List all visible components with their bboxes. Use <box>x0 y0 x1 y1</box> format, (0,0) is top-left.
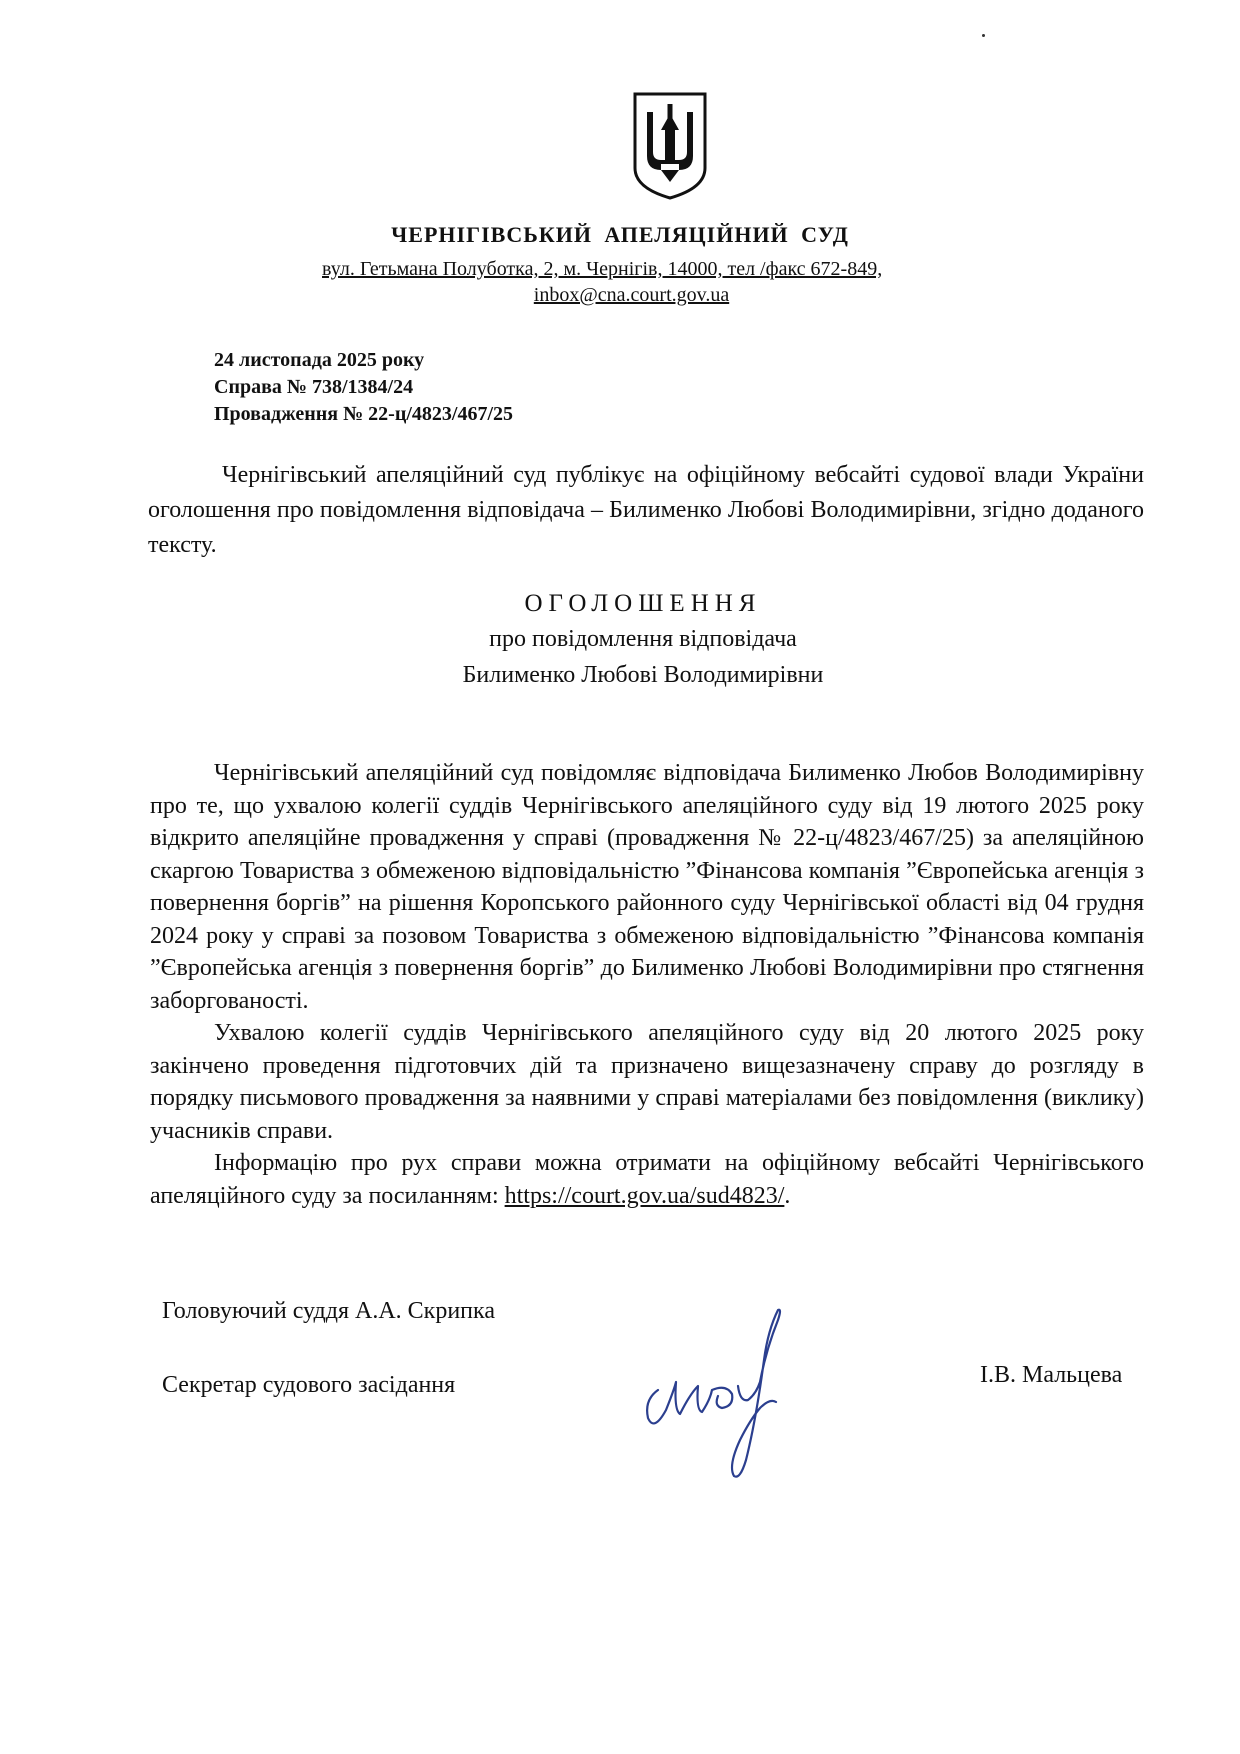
announcement-body <box>150 757 1144 1212</box>
body-paragraph-2: Ухвалою колегії суддів Чернігівського апеляційного суду від 20 лютого 2025 року закінчено проведення підготовчих дій та призначено вищезазначену справу до розгляду в порядку письмового провадження за наявними у справі матеріалами без повідомлення (виклику) учасників справи. <box>150 1020 1144 1144</box>
body-paragraph-1: Чернігівський апеляційний суд повідомляє відповідача Билименко Любов Володимирівну про те, що ухвалою колегії суддів Чернігівського апеляційного суду від 19 лютого 2025 року відкрито апеляційне провадження у справі (провадження № 22-ц/4823/467/25) за апеляційною скаргою Товариства з обмеженою відповідальністю ”Фінансова компанія ”Європейська агенція з повернення боргів” на рішення Коропського районного суду Чернігівської області від 04 грудня 2024 року у справі за позовом Товариства з обмеженою відповідальністю ”Фінансова компанія ”Європейська агенція з повернення боргів” до Билименко Любові Володимирівни про стягнення заборгованості. <box>150 760 1144 1014</box>
proceeding-number: Провадження № 22-ц/4823/467/25 <box>214 403 514 425</box>
court-email-link[interactable]: inbox@cna.court.gov.ua <box>533 284 730 306</box>
secretary-label: Секретар судового засідання <box>162 1372 456 1398</box>
case-number: Справа № 738/1384/24 <box>214 376 414 398</box>
court-name: ЧЕРНІГІВСЬКИЙ АПЕЛЯЦІЙНИЙ СУД <box>391 222 849 247</box>
announcement-subtitle: про повідомлення відповідача <box>489 626 797 652</box>
court-website-link[interactable]: https://court.gov.ua/sud4823/ <box>504 1182 785 1209</box>
announcement-defendant-name: Билименко Любові Володимирівни <box>462 662 824 688</box>
presiding-judge: Головуючий суддя А.А. Скрипка <box>162 1298 495 1324</box>
case-meta-block <box>214 347 513 428</box>
body-paragraph-3-text: Інформацію про рух справи можна отримати на офіційному вебсайті Чернігівського апеляційного суду за посиланням: <box>150 1150 1144 1209</box>
announcement-title: ОГОЛОШЕННЯ <box>524 590 762 617</box>
body-paragraph-3-end: . <box>784 1182 791 1209</box>
document-date: 24 листопада 2025 року <box>214 349 425 371</box>
handwritten-signature-icon <box>636 1290 796 1490</box>
secretary-name: І.В. Мальцева <box>980 1362 1123 1388</box>
body-paragraph-3 <box>150 1147 1144 1212</box>
scan-speck <box>982 34 985 37</box>
court-address: вул. Гетьмана Полуботка, 2, м. Чернігів, 14000, тел /факс 672-849, <box>322 258 883 280</box>
intro-paragraph: Чернігівський апеляційний суд публікує на офіційному вебсайті судової влади України оголошення про повідомлення відповідача – Билименко Любові Володимирівни, згідно доданого тексту. <box>148 462 1144 558</box>
trident-coat-of-arms-icon <box>631 90 709 202</box>
